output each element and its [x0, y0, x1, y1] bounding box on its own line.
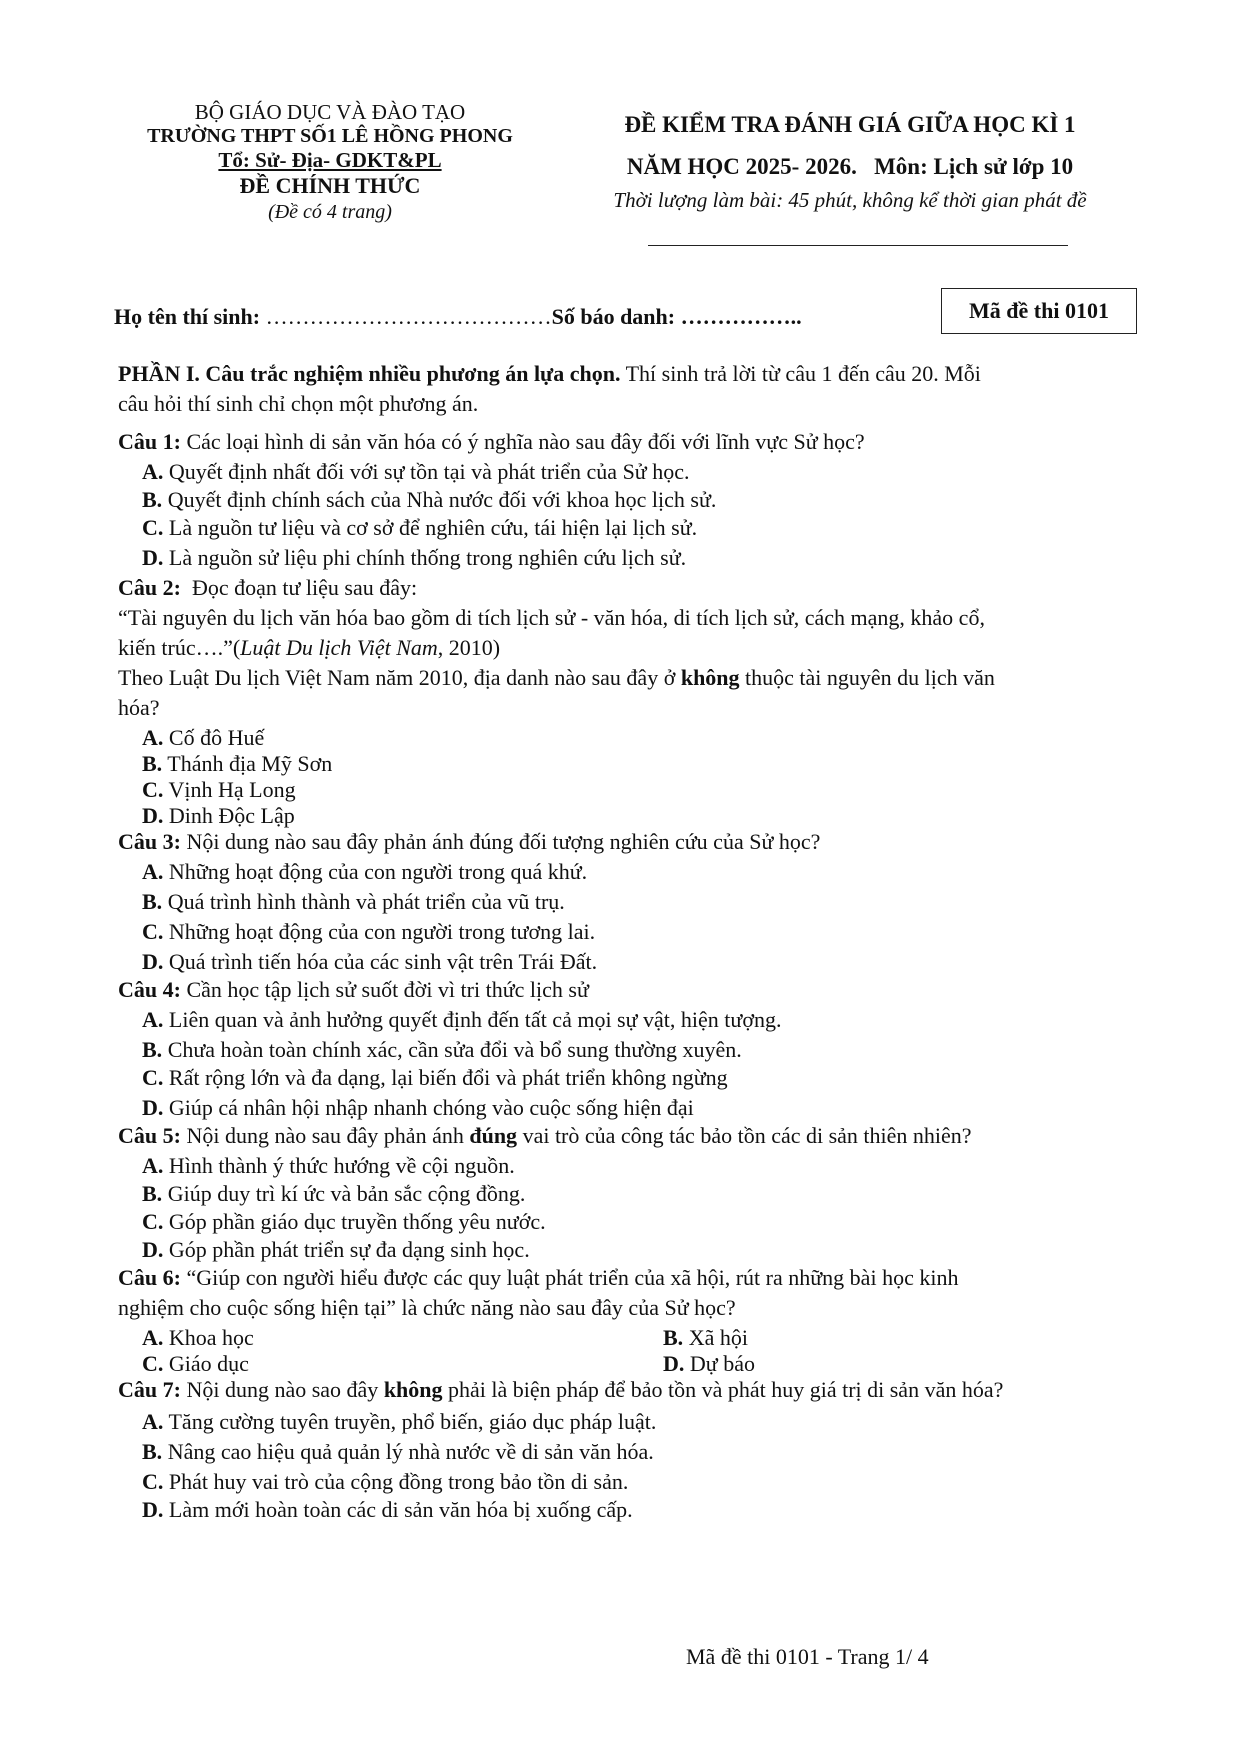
- ask-text: thuộc tài nguyên du lịch văn: [739, 665, 995, 690]
- option-text: Góp phần giáo dục truyền thống yêu nước.: [163, 1209, 546, 1234]
- department-wrap: [110, 148, 550, 172]
- option-letter: B.: [142, 889, 163, 914]
- option-text: Chưa hoàn toàn chính xác, cần sửa đổi và bổ sung thường xuyên.: [162, 1037, 742, 1062]
- option-letter: A.: [142, 1153, 164, 1178]
- department-name: Tổ: Sử- Địa- GDKT&PL: [218, 148, 442, 172]
- q2-quote-line2: [118, 634, 500, 662]
- option-letter: C.: [142, 1065, 164, 1090]
- q2-ask-line1: [118, 664, 995, 692]
- q7-option-b[interactable]: [142, 1438, 654, 1466]
- question-label: Câu 7:: [118, 1377, 181, 1402]
- option-text: Xã hội: [683, 1325, 748, 1350]
- exam-title: ĐỀ KIỂM TRA ĐÁNH GIÁ GIỮA HỌC KÌ 1: [624, 112, 1076, 137]
- question-label: Câu 6:: [118, 1265, 181, 1290]
- q1-option-d[interactable]: [142, 544, 686, 572]
- q3-option-b[interactable]: [142, 888, 565, 916]
- option-text: Vịnh Hạ Long: [163, 777, 296, 802]
- option-text: Phát huy vai trò của cộng đồng trong bảo tồn di sản.: [163, 1469, 629, 1494]
- option-letter: D.: [663, 1351, 685, 1376]
- question-6-line2: nghiệm cho cuộc sống hiện tại” là chức năng nào sau đây của Sử học?: [118, 1295, 736, 1320]
- option-text: Cố đô Huế: [163, 725, 265, 750]
- name-field[interactable]: …………………………………: [260, 304, 552, 329]
- question-text: Nội dung nào sao đây: [180, 1377, 384, 1402]
- option-text: Giúp duy trì kí ức và bản sắc cộng đồng.: [162, 1181, 526, 1206]
- option-letter: D.: [142, 949, 164, 974]
- q4-option-a[interactable]: [142, 1006, 781, 1034]
- question-text: phải là biện pháp để bảo tồn và phát huy giá trị di sản văn hóa?: [442, 1377, 1004, 1402]
- q1-option-b[interactable]: [142, 486, 716, 514]
- question-label: Câu 5:: [118, 1123, 181, 1148]
- option-text: Thánh địa Mỹ Sơn: [162, 751, 333, 776]
- q6-option-d[interactable]: [663, 1350, 755, 1378]
- q2-option-a[interactable]: [142, 724, 264, 752]
- option-letter: D.: [142, 1497, 164, 1522]
- question-text: vai trò của công tác bảo tồn các di sản thiên nhiên?: [517, 1123, 972, 1148]
- question-text: Các loại hình di sản văn hóa có ý nghĩa nào sau đây đối với lĩnh vực Sử học?: [180, 429, 865, 454]
- q3-option-c[interactable]: [142, 918, 595, 946]
- q6-option-a[interactable]: [142, 1324, 254, 1352]
- official-label: ĐỀ CHÍNH THỨC: [239, 173, 421, 198]
- q5-option-d[interactable]: [142, 1236, 530, 1264]
- exam-code-box: [941, 288, 1137, 334]
- q1-option-c[interactable]: [142, 514, 697, 542]
- option-letter: B.: [142, 751, 163, 776]
- q5-option-c[interactable]: [142, 1208, 546, 1236]
- option-letter: C.: [142, 777, 164, 802]
- quote-source: Luật Du lịch Việt Nam: [240, 635, 438, 660]
- page-footer: Mã đề thi 0101 - Trang 1/ 4: [686, 1644, 929, 1669]
- option-text: Hình thành ý thức hướng về cội nguồn.: [163, 1153, 515, 1178]
- q6-option-b[interactable]: [663, 1324, 748, 1352]
- question-label: Câu 2:: [118, 575, 181, 600]
- option-letter: D.: [142, 1237, 164, 1262]
- q1-option-a[interactable]: [142, 458, 690, 486]
- option-text: Dự báo: [684, 1351, 755, 1376]
- question-emphasis: đúng: [469, 1123, 518, 1148]
- header-divider: [648, 245, 1068, 246]
- question-label: Câu 1:: [118, 429, 181, 454]
- exam-code: Mã đề thi 0101: [969, 298, 1109, 323]
- student-info-line: [114, 304, 802, 330]
- option-letter: A.: [142, 1325, 164, 1350]
- q5-option-b[interactable]: [142, 1180, 525, 1208]
- option-letter: B.: [142, 487, 163, 512]
- ask-text: Theo Luật Du lịch Việt Nam năm 2010, địa danh nào sau đây ở: [118, 665, 681, 690]
- option-text: Quá trình hình thành và phát triển của vũ trụ.: [162, 889, 565, 914]
- option-letter: A.: [142, 1007, 164, 1032]
- q6-option-c[interactable]: [142, 1350, 249, 1378]
- q3-option-d[interactable]: [142, 948, 597, 976]
- option-text: Dinh Độc Lập: [163, 803, 295, 828]
- exam-duration: Thời lượng làm bài: 45 phút, không kể thời gian phát đề: [613, 188, 1087, 212]
- option-letter: A.: [142, 859, 164, 884]
- header-left: [110, 100, 550, 224]
- option-letter: A.: [142, 1409, 164, 1434]
- option-text: Quá trình tiến hóa của các sinh vật trên Trái Đất.: [163, 949, 598, 974]
- option-letter: B.: [142, 1181, 163, 1206]
- option-text: Khoa học: [163, 1325, 254, 1350]
- question-7: [118, 1376, 1003, 1404]
- question-text: “Giúp con người hiểu được các quy luật phát triển của xã hội, rút ra những bài học kinh: [180, 1265, 959, 1290]
- option-text: Nâng cao hiệu quả quản lý nhà nước về di sản văn hóa.: [162, 1439, 654, 1464]
- option-text: Quyết định nhất đối với sự tồn tại và phát triển của Sử học.: [163, 459, 690, 484]
- q2-quote-line1: “Tài nguyên du lịch văn hóa bao gồm di tích lịch sử - văn hóa, di tích lịch sử, cách mạng, khảo cổ,: [118, 605, 985, 630]
- quote-year: , 2010): [437, 635, 501, 660]
- option-letter: C.: [142, 1351, 164, 1376]
- q2-ask-line2: hóa?: [118, 695, 160, 720]
- option-text: Là nguồn sử liệu phi chính thống trong nghiên cứu lịch sử.: [163, 545, 687, 570]
- option-letter: D.: [142, 803, 164, 828]
- option-letter: C.: [142, 1469, 164, 1494]
- name-label: Họ tên thí sinh:: [114, 304, 261, 329]
- ministry-name: BỘ GIÁO DỤC VÀ ĐÀO TẠO: [194, 100, 466, 124]
- q2-option-b[interactable]: [142, 750, 332, 778]
- option-text: Giáo dục: [163, 1351, 249, 1376]
- option-letter: C.: [142, 919, 164, 944]
- sbd-label: Số báo danh:: [551, 304, 676, 329]
- question-text: Cần học tập lịch sử suốt đời vì tri thức lịch sử: [180, 977, 589, 1002]
- option-letter: D.: [142, 545, 164, 570]
- question-text: Đọc đoạn tư liệu sau đây:: [180, 575, 418, 600]
- q4-option-c[interactable]: [142, 1064, 728, 1092]
- question-text: Nội dung nào sau đây phản ánh đúng đối tượng nghiên cứu của Sử học?: [180, 829, 821, 854]
- option-text: Giúp cá nhân hội nhập nhanh chóng vào cuộc sống hiện đại: [163, 1095, 694, 1120]
- question-label: Câu 3:: [118, 829, 181, 854]
- question-2: [118, 574, 417, 602]
- option-letter: A.: [142, 725, 164, 750]
- q4-option-d[interactable]: [142, 1094, 694, 1122]
- option-text: Tăng cường tuyên truyền, phổ biến, giáo dục pháp luật.: [163, 1409, 657, 1434]
- question-4: [118, 976, 589, 1004]
- question-1: [118, 428, 865, 456]
- q3-option-a[interactable]: [142, 858, 587, 886]
- year-subject: NĂM HỌC 2025- 2026. Môn: Lịch sử lớp 10: [626, 154, 1074, 179]
- q2-option-c[interactable]: [142, 776, 296, 804]
- ask-emphasis: không: [680, 665, 740, 690]
- q2-option-d[interactable]: [142, 802, 295, 830]
- option-text: Làm mới hoàn toàn các di sản văn hóa bị xuống cấp.: [163, 1497, 633, 1522]
- q5-option-a[interactable]: [142, 1152, 515, 1180]
- part1-intro-line2: câu hỏi thí sinh chỉ chọn một phương án.: [118, 391, 479, 416]
- option-text: Là nguồn tư liệu và cơ sở để nghiên cứu, tái hiện lại lịch sử.: [163, 515, 698, 540]
- part1-title: PHẦN I. Câu trắc nghiệm nhiều phương án lựa chọn.: [118, 361, 621, 386]
- quote-text: kiến trúc….”(: [118, 635, 241, 660]
- option-letter: B.: [663, 1325, 684, 1350]
- question-label: Câu 4:: [118, 977, 181, 1002]
- sbd-field[interactable]: ……………..: [675, 304, 802, 329]
- option-letter: D.: [142, 1095, 164, 1120]
- q7-option-d[interactable]: [142, 1496, 633, 1524]
- option-text: Rất rộng lớn và đa dạng, lại biến đổi và phát triển không ngừng: [163, 1065, 728, 1090]
- option-letter: C.: [142, 1209, 164, 1234]
- question-emphasis: không: [383, 1377, 443, 1402]
- question-5: [118, 1122, 972, 1150]
- option-text: Góp phần phát triển sự đa dạng sinh học.: [163, 1237, 530, 1262]
- question-text: Nội dung nào sau đây phản ánh: [180, 1123, 470, 1148]
- option-letter: B.: [142, 1439, 163, 1464]
- part1-intro-line1: [118, 360, 981, 388]
- header-right: [560, 110, 1140, 214]
- option-text: Những hoạt động của con người trong quá khứ.: [163, 859, 588, 884]
- option-letter: C.: [142, 515, 164, 540]
- option-letter: B.: [142, 1037, 163, 1062]
- q7-option-c[interactable]: [142, 1468, 628, 1496]
- pages-note: (Đề có 4 trang): [268, 201, 392, 223]
- option-letter: A.: [142, 459, 164, 484]
- question-3: [118, 828, 820, 856]
- option-text: Liên quan và ảnh hưởng quyết định đến tất cả mọi sự vật, hiện tượng.: [163, 1007, 782, 1032]
- option-text: Những hoạt động của con người trong tương lai.: [163, 919, 596, 944]
- part1-intro-text: Thí sinh trả lời từ câu 1 đến câu 20. Mỗi: [620, 361, 981, 386]
- question-6: [118, 1264, 958, 1292]
- option-text: Quyết định chính sách của Nhà nước đối với khoa học lịch sử.: [162, 487, 717, 512]
- q4-option-b[interactable]: [142, 1036, 742, 1064]
- q7-option-a[interactable]: [142, 1408, 656, 1436]
- school-name: TRƯỜNG THPT SỐ1 LÊ HỒNG PHONG: [147, 125, 513, 147]
